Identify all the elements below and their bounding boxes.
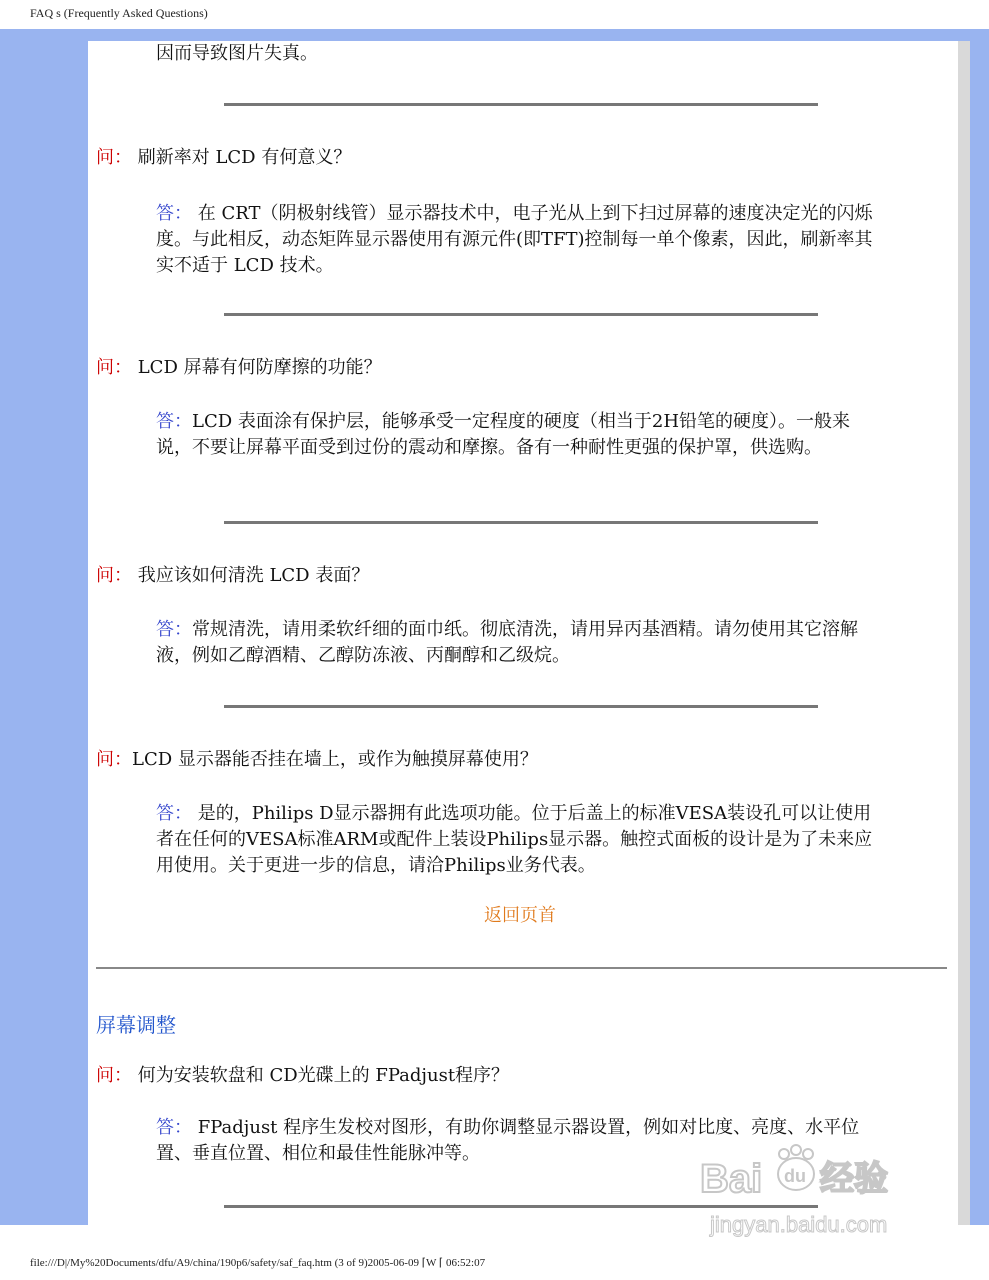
answer-mark-label: 答： — [156, 203, 192, 224]
question-mark-label: 问： — [96, 565, 132, 586]
answer-text: 是的，Philips D显示器拥有此选项功能。位于后盖上的标准VESA装设孔可以让使用者在任何的VESA标准ARM或配件上装设Philips显示器。触控式面板的设计是为了未来应用使用。关于更进一步的信息，请洽Philips业务代表。 — [156, 803, 873, 876]
back-to-top-link[interactable]: 返回页首 — [484, 905, 556, 926]
faq-answer-4 — [156, 801, 884, 879]
faq-question-4 — [96, 747, 538, 773]
faq-answer-3 — [156, 617, 884, 669]
answer-text: FPadjust 程序生发校对图形，有助你调整显示器设置，例如对比度、亮度、水平位置、垂直位置、相位和最佳性能脉冲等。 — [156, 1117, 860, 1164]
answer-mark-label: 答： — [156, 619, 192, 640]
paw-icon — [778, 1145, 814, 1190]
question-mark-label: 问： — [96, 749, 132, 770]
watermark-url: jingyan.baidu.com — [710, 1212, 888, 1237]
question-text: 何为安装软盘和 CD光碟上的 FPadjust程序？ — [132, 1065, 510, 1086]
answer-text: 常规清洗，请用柔软纤细的面巾纸。彻底清洗，请用异丙基酒精。请勿使用其它溶解液，例如乙醇酒精、乙醇防冻液、丙酮醇和乙级烷。 — [156, 619, 858, 666]
divider — [224, 103, 818, 106]
page-frame — [0, 29, 989, 1225]
answer-text: LCD 表面涂有保护层，能够承受一定程度的硬度（相当于2H铅笔的硬度）。一般来说，不要让屏幕平面受到过份的震动和摩擦。备有一种耐性更强的保护罩，供选购。 — [156, 411, 851, 458]
faq-question-1 — [96, 145, 351, 171]
answer-mark-label: 答： — [156, 411, 192, 432]
question-mark-label: 问： — [96, 147, 132, 168]
faq-answer-2 — [156, 409, 884, 461]
faq-question-3 — [96, 563, 369, 589]
baidu-watermark-logo — [700, 1140, 960, 1240]
divider — [224, 521, 818, 524]
question-text: 刷新率对 LCD 有何意义？ — [132, 147, 352, 168]
watermark-brand: Bai — [700, 1157, 763, 1201]
answer-text: 在 CRT（阴极射线管）显示器技术中，电子光从上到下扫过屏幕的速度决定光的闪烁度。与此相反，动态矩阵显示器使用有源元件(即TFT)控制每一单个像素，因此，刷新率其实不适于 LCD 技术。 — [156, 203, 873, 276]
question-mark-label: 问： — [96, 357, 132, 378]
section-title: 屏幕调整 — [96, 1013, 176, 1037]
scroll-strip — [958, 41, 970, 1225]
answer-mark-label: 答： — [156, 803, 192, 824]
question-mark-label: 问： — [96, 1065, 132, 1086]
divider — [224, 313, 818, 316]
question-text: 我应该如何清洗 LCD 表面？ — [132, 565, 370, 586]
question-text: LCD 屏幕有何防摩擦的功能？ — [132, 357, 382, 378]
watermark-cn: 经验 — [820, 1159, 888, 1199]
question-text: LCD 显示器能否挂在墙上，或作为触摸屏幕使用？ — [132, 749, 538, 770]
print-header: FAQ s (Frequently Asked Questions) — [30, 6, 208, 20]
print-footer: file:///D|/My%20Documents/dfu/A9/china/190p6/safety/saf_faq.htm (3 of 9)2005-06-09 ⌈W ⌈ 06:52:07 — [30, 1257, 486, 1269]
answer-mark-label: 答： — [156, 1117, 192, 1138]
divider — [224, 705, 818, 708]
faq-answer-1 — [156, 201, 884, 279]
intro-tail-text: 因而导致图片失真。 — [156, 43, 318, 64]
watermark-brand-suffix: du — [784, 1166, 806, 1186]
section-divider — [96, 967, 947, 969]
faq-question-2 — [96, 355, 382, 381]
faq-question-5 — [96, 1063, 509, 1089]
content-area — [88, 41, 958, 1225]
